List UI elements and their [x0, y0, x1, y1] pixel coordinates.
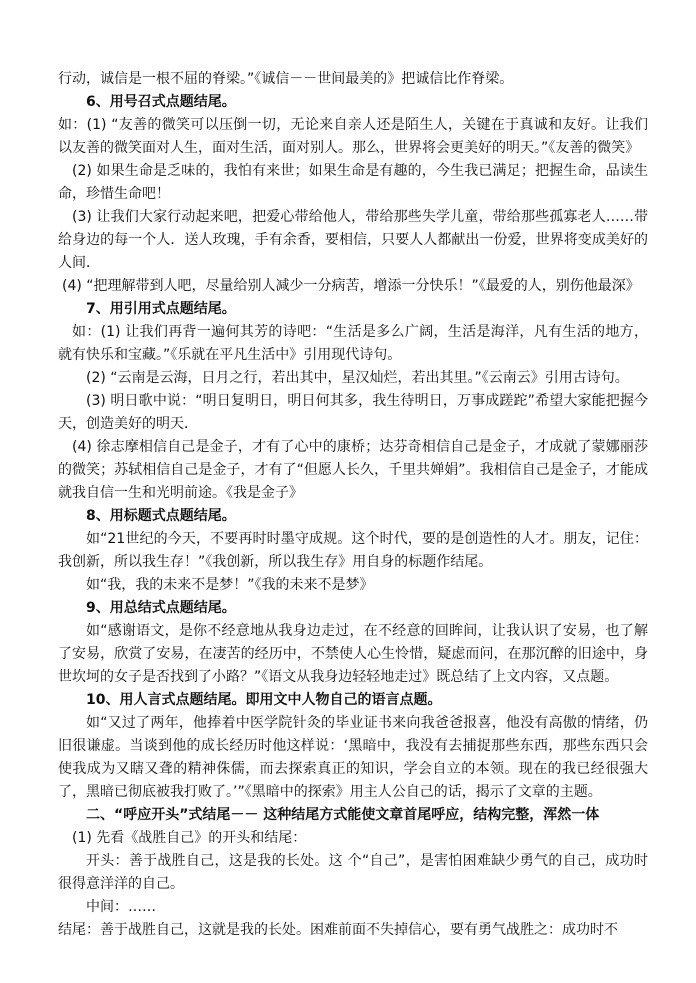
paragraph: 中间：……	[86, 899, 156, 915]
paragraph: 如“21世纪的今天，不要再时时墨守成规。这个时代，要的是创造性的人才。朋友，记住：我创新，所以我生存！”《我创新，所以我生存》用自身的标题作结尾。	[58, 531, 648, 570]
paragraph: (4) 徐志摩相信自己是金子，才有了心中的康桥；达芬奇相信自己是金子，才成就了蒙娜丽莎的微笑；苏轼相信自己是金子，才有了“但愿人长久，千里共婵娟”。我相信自己是金子，才能成就我自信一生和光明前途。《我是金子》	[58, 439, 648, 501]
paragraph: (1) 先看《战胜自己》的开头和结尾：	[72, 830, 307, 846]
paragraph: 如：(1) 让我们再背一遍何其芳的诗吧：“生活是多么广阔，生活是海洋，凡有生活的地方，就有快乐和宝藏。”《乐就在平凡生活中》引用现代诗句。	[58, 324, 648, 363]
paragraph: 行动，诚信是一根不屈的脊梁。”《诚信－－世间最美的》把诚信比作脊梁。	[58, 71, 514, 87]
paragraph: (3) 明日歌中说：“明日复明日，明日何其多，我生待明日，万事成蹉跎”希望大家能把握今天，创造美好的明天．	[58, 393, 648, 432]
section-heading: 9、用总结式点题结尾。	[86, 600, 236, 616]
document-body	[58, 68, 648, 942]
paragraph: 如“我，我的未来不是梦！”《我的未来不是梦》	[86, 577, 374, 593]
section-heading: 8、用标题式点题结尾。	[86, 508, 236, 524]
paragraph: (4) “把理解带到人吧，尽量给别人减少一分病苦，增添一分快乐！”《最爱的人，别伤他最深》	[62, 278, 640, 294]
section-heading: 6、用号召式点题结尾。	[86, 94, 236, 110]
section-heading: 二、“呼应开头”式结尾－－ 这种结尾方式能使文章首尾呼应，结构完整，浑然一体	[86, 807, 600, 823]
paragraph: 如：(1) “友善的微笑可以压倒一切，无论来自亲人还是陌生人，关键在于真诚和友好。让我们以友善的微笑面对人生，面对生活，面对别人。那么，世界将会更美好的明天。”《友善的微笑》	[58, 117, 648, 156]
section-heading: 10、用人言式点题结尾。即用文中人物自己的语言点题。	[86, 692, 442, 708]
paragraph: (2) 如果生命是乏味的，我怕有来世；如果生命是有趣的，今生我已满足；把握生命，品读生命，珍惜生命吧！	[58, 163, 648, 202]
paragraph: 开头：善于战胜自己，这是我的长处。这 个“自己”，是害怕困难缺少勇气的自己，成功时很得意洋洋的自己。	[58, 853, 648, 892]
section-heading: 7、用引用式点题结尾。	[86, 301, 236, 317]
paragraph: (3) 让我们大家行动起来吧，把爱心带给他人，带给那些失学儿童，带给那些孤寡老人……带给身边的每一个人．送人玫瑰，手有余香，要相信，只要人人都献出一份爱，世界将变成美好的人间．	[58, 209, 648, 271]
paragraph: 如“感谢语文，是你不经意地从我身边走过，在不经意的回眸间，让我认识了安易，也了解了安易，欣赏了安易，在凄苦的经历中，不禁使人心生怜惜，疑虑而问，在那沉醉的旧途中，身世坎坷的女子是否找到了小路？”《语文从我身边轻轻地走过》既总结了上文内容，又点题。	[58, 623, 648, 685]
paragraph: 结尾：善于战胜自己，这就是我的长处。困难前面不失掉信心，要有勇气战胜之：成功时不	[58, 922, 618, 938]
paragraph: (2) “云南是云海，日月之行，若出其中，星汉灿烂，若出其里。”《云南云》引用古诗句。	[86, 370, 629, 386]
paragraph: 如“又过了两年，他捧着中医学院针灸的毕业证书来向我爸爸报喜，他没有高傲的情绪，仍旧很谦虚。当谈到他的成长经历时他这样说：‘黑暗中，我没有去捕捉那些东西，那些东西只会使我成为又瞎又聋的精神侏儒，而去探索真正的知识，学会自立的本领。现在的我已经很强大了，黑暗已彻底被我打败了。’”《黑暗中的探索》用主人公自己的话，揭示了文章的主题。	[58, 715, 648, 800]
